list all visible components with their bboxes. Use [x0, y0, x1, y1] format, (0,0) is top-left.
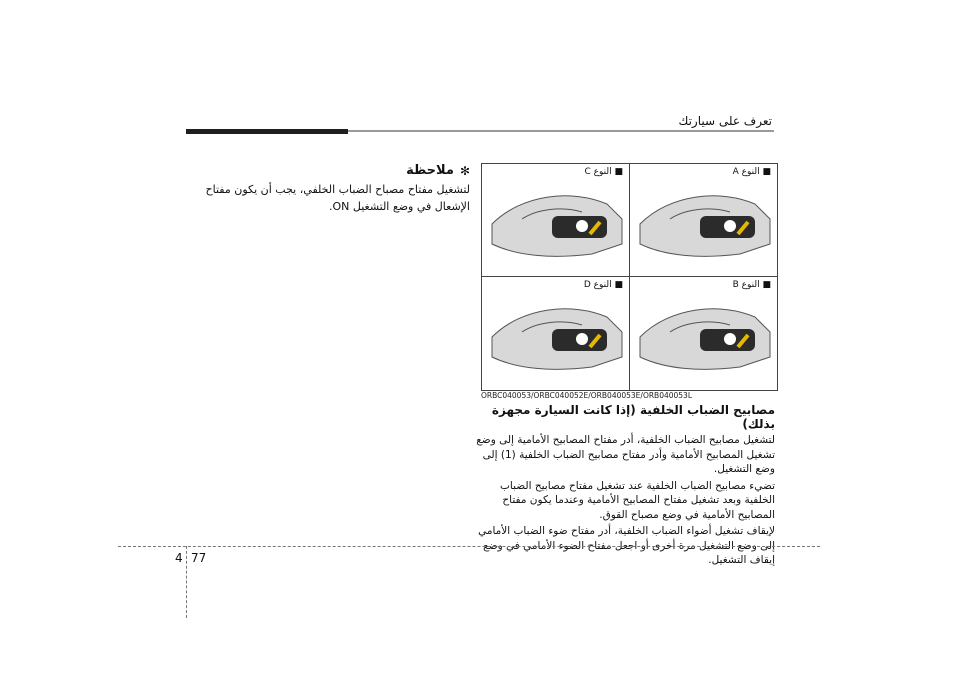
panel-type-c [482, 164, 629, 276]
note-title: ملاحظة [406, 163, 454, 178]
note-body: لتشغيل مفتاح مصباح الضباب الخلفي، يجب أن يكون مفتاح الإشعال في وضع التشغيل ON. [205, 183, 470, 213]
main-paragraph: لإيقاف تشغيل أضواء الضباب الخلفية، أدر مفتاح ضوء الضباب الأمامي إلى وضع التشغيل مرة أخرى أو اجعل مفتاح الضوء الأمامي في وضع إيقاف التشغيل. [478, 525, 775, 566]
figure-caption: ORBC040053/ORBC040052E/ORB040053E/ORB040053L [481, 391, 693, 400]
panel-label-c: ■ النوع C [584, 167, 623, 177]
panel-type-d [482, 277, 629, 389]
footer-divider [186, 546, 187, 618]
hand-switch-illustration-icon [482, 277, 629, 389]
panel-type-b [630, 277, 777, 389]
section-title: تعرف على سيارتك [678, 114, 772, 128]
hand-switch-illustration-icon [482, 164, 629, 276]
main-paragraph: لتشغيل مصابيح الضباب الخلفية، أدر مفتاح المصابيح الأمامية إلى وضع تشغيل المصابيح الأمامية وأدر مفتاح مصابيح الضباب الخلفية (1) إلى وضع التشغيل. [476, 434, 775, 475]
note-heading [185, 163, 470, 178]
note-star-icon: ✻ [459, 163, 470, 178]
main-section [475, 403, 775, 568]
switch-figure [481, 163, 778, 391]
chapter-number: 4 [175, 551, 183, 565]
figure-divider-vertical [629, 164, 630, 390]
figure-divider-horizontal [482, 276, 777, 277]
header-bar [186, 129, 348, 134]
hand-switch-illustration-icon [630, 164, 777, 276]
panel-label-a: ■ النوع A [732, 167, 771, 177]
main-paragraph: تضيء مصابيح الضباب الخلفية عند تشغيل مفتاح مصابيح الضباب الخلفية وبعد تشغيل مفتاح المصابيح الأمامية وعندما يكون مفتاح المصابيح الأمامية في وضع مصباح القوق. [500, 479, 775, 521]
note-block [185, 163, 470, 215]
footer-rule [118, 546, 820, 547]
panel-type-a [630, 164, 777, 276]
hand-switch-illustration-icon [630, 277, 777, 389]
main-title: مصابيح الضباب الخلفية (إذا كانت السيارة مجهزة بذلك) [491, 403, 775, 431]
page-number: 77 [191, 551, 207, 565]
panel-label-b: ■ النوع B [732, 280, 771, 290]
panel-label-d: ■ النوع D [583, 280, 623, 290]
